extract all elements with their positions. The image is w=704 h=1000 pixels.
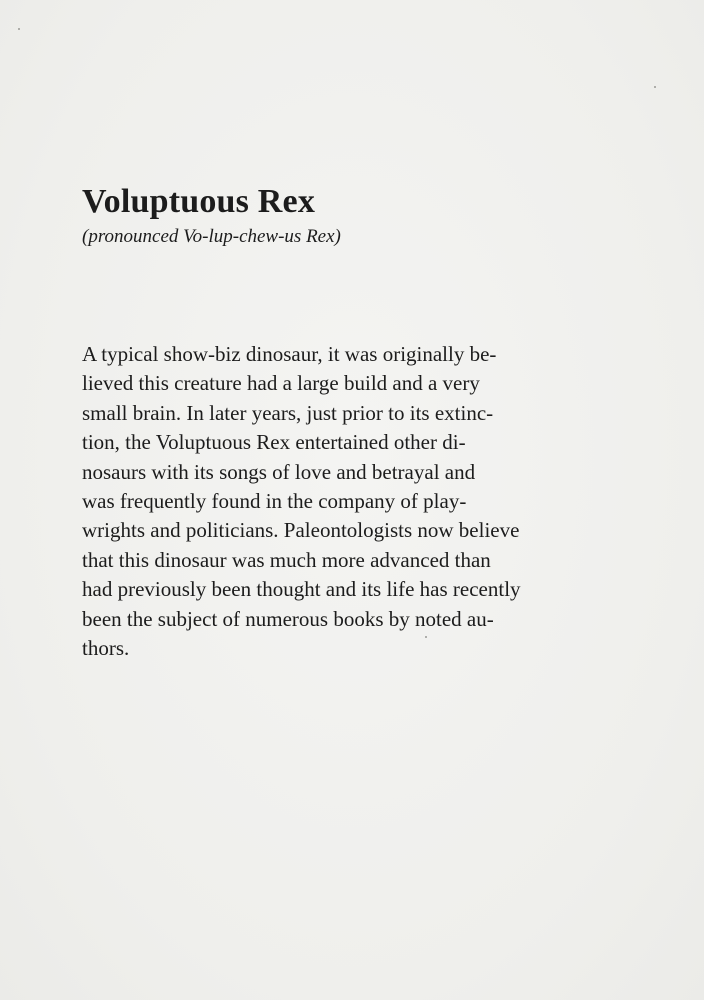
body-line: small brain. In later years, just prior to its extinc- (82, 400, 494, 425)
body-line: was frequently found in the company of play- (82, 489, 467, 514)
paper-speck (654, 86, 656, 88)
entry-body (82, 340, 642, 663)
body-line: A typical show-biz dinosaur, it was originally be- (82, 342, 497, 366)
body-line: wrights and politicians. Paleontologists now believe (82, 518, 520, 543)
paper-speck (18, 28, 20, 30)
body-line: nosaurs with its songs of love and betrayal and (82, 459, 476, 484)
paper-speck (425, 636, 427, 638)
body-line: that this dinosaur was much more advanced than (82, 547, 491, 572)
body-line: been the subject of numerous books by noted au- (82, 606, 494, 631)
entry-title: Voluptuous Rex (82, 183, 316, 220)
body-line: tion, the Voluptuous Rex entertained other di- (82, 430, 466, 455)
body-line: lieved this creature had a large build and a very (82, 371, 480, 396)
pronunciation-guide: (pronounced Vo-lup-chew-us Rex) (82, 226, 341, 247)
body-line: had previously been thought and its life has recently (82, 577, 521, 602)
body-line: thors. (82, 636, 130, 661)
